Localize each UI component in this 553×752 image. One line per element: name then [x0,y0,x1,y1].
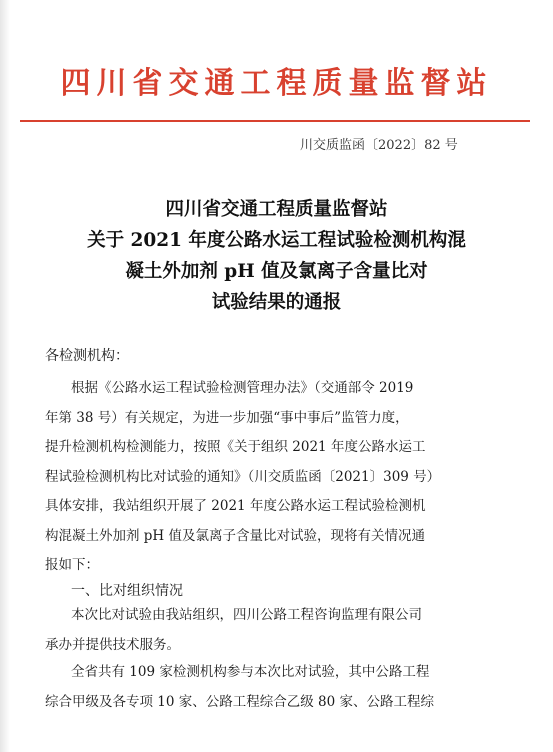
letterhead-rule [20,120,530,122]
text-line: 年第 38 号）有关规定，为进一步加强“事中事后”监管力度， [45,409,409,426]
text-line: 综合甲级及各专项 10 家、公路工程综合乙级 80 家、公路工程综 [45,693,435,710]
document-title [0,194,553,318]
text-line: 构混凝土外加剂 pH 值及氯离子含量比对试验，现将有关情况通 [45,527,425,544]
text-line: 报如下： [45,557,99,573]
text-line: 全省共有 109 家检测机构参与本次比对试验，其中公路工程 [71,664,430,680]
text-line: 承办并提供技术服务。 [45,636,180,653]
title-line: 试验结果的通报 [211,292,342,313]
addressee: 各检测机构： [45,348,129,364]
paragraph-intro [45,374,505,581]
title-line: 关于 2021 年度公路水运工程试验检测机构混 [87,230,466,251]
document-number: 川交质监函〔2022〕82 号 [300,138,458,153]
letterhead-title: 四川省交通工程质量监督站 [60,66,493,101]
text-line: 提升检测机构检测能力，按照《关于组织 2021 年度公路水运工 [45,439,426,455]
paragraph-organization [45,601,505,660]
text-line: 具体安排，我站组织开展了 2021 年度公路水运工程试验检测机 [45,498,426,514]
text-line: 根据《公路水运工程试验检测管理办法》（交通部令 2019 [71,380,414,396]
paragraph-participants [45,658,505,717]
section-heading: 一、比对组织情况 [71,583,183,599]
page-edge-shadow [0,0,10,752]
title-line: 四川省交通工程质量监督站 [165,199,388,220]
text-line: 程试验检测机构比对试验的通知》（川交质监函〔2021〕309 号） [45,468,441,485]
title-line: 凝土外加剂 pH 值及氯离子含量比对 [125,261,428,282]
text-line: 本次比对试验由我站组织，四川公路工程咨询监理有限公司 [71,607,422,623]
